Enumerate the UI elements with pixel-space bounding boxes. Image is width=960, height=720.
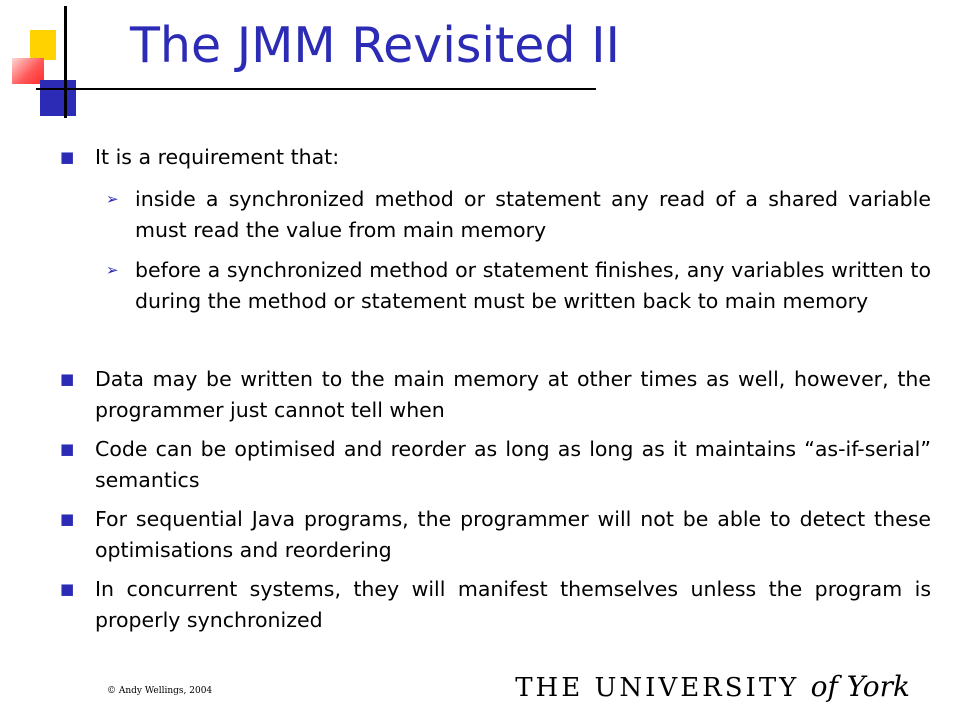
bullet-item bbox=[60, 504, 931, 566]
sub-bullet-item bbox=[106, 184, 931, 246]
blue-square-decoration bbox=[40, 80, 76, 116]
bullet-item bbox=[60, 142, 931, 173]
university-logo-suffix: of York bbox=[810, 670, 910, 703]
bullet-text: It is a requirement that: bbox=[95, 145, 340, 169]
yellow-square-decoration bbox=[30, 30, 56, 60]
square-bullet-icon: ■ bbox=[60, 370, 75, 388]
arrow-bullet-icon: ➢ bbox=[106, 261, 119, 279]
bullet-text: before a synchronized method or statement finishes, any variables written to during the method or statement must be written back to main memory bbox=[135, 258, 931, 313]
university-logo bbox=[515, 670, 910, 703]
square-bullet-icon: ■ bbox=[60, 510, 75, 528]
sub-bullet-item bbox=[106, 255, 931, 317]
bullet-text: Code can be optimised and reorder as long as long as it maintains “as-if-serial” semantics bbox=[95, 437, 931, 492]
bullet-item bbox=[60, 574, 931, 636]
bullet-text: In concurrent systems, they will manifest themselves unless the program is properly synchronized bbox=[95, 577, 931, 632]
square-bullet-icon: ■ bbox=[60, 580, 75, 598]
arrow-bullet-icon: ➢ bbox=[106, 190, 119, 208]
bullet-text: For sequential Java programs, the programmer will not be able to detect these optimisations and reordering bbox=[95, 507, 931, 562]
horizontal-rule bbox=[36, 88, 596, 90]
bullet-item bbox=[60, 434, 931, 496]
bullet-item bbox=[60, 364, 931, 426]
bullet-text: inside a synchronized method or statement any read of a shared variable must read the value from main memory bbox=[135, 187, 931, 242]
slide-title: The JMM Revisited II bbox=[130, 17, 620, 74]
university-logo-text: THE UNIVERSITY bbox=[515, 673, 800, 703]
copyright-footer: © Andy Wellings, 2004 bbox=[107, 686, 213, 696]
bullet-text: Data may be written to the main memory at other times as well, however, the programmer just cannot tell when bbox=[95, 367, 931, 422]
square-bullet-icon: ■ bbox=[60, 148, 75, 166]
vertical-rule bbox=[64, 6, 67, 118]
square-bullet-icon: ■ bbox=[60, 440, 75, 458]
